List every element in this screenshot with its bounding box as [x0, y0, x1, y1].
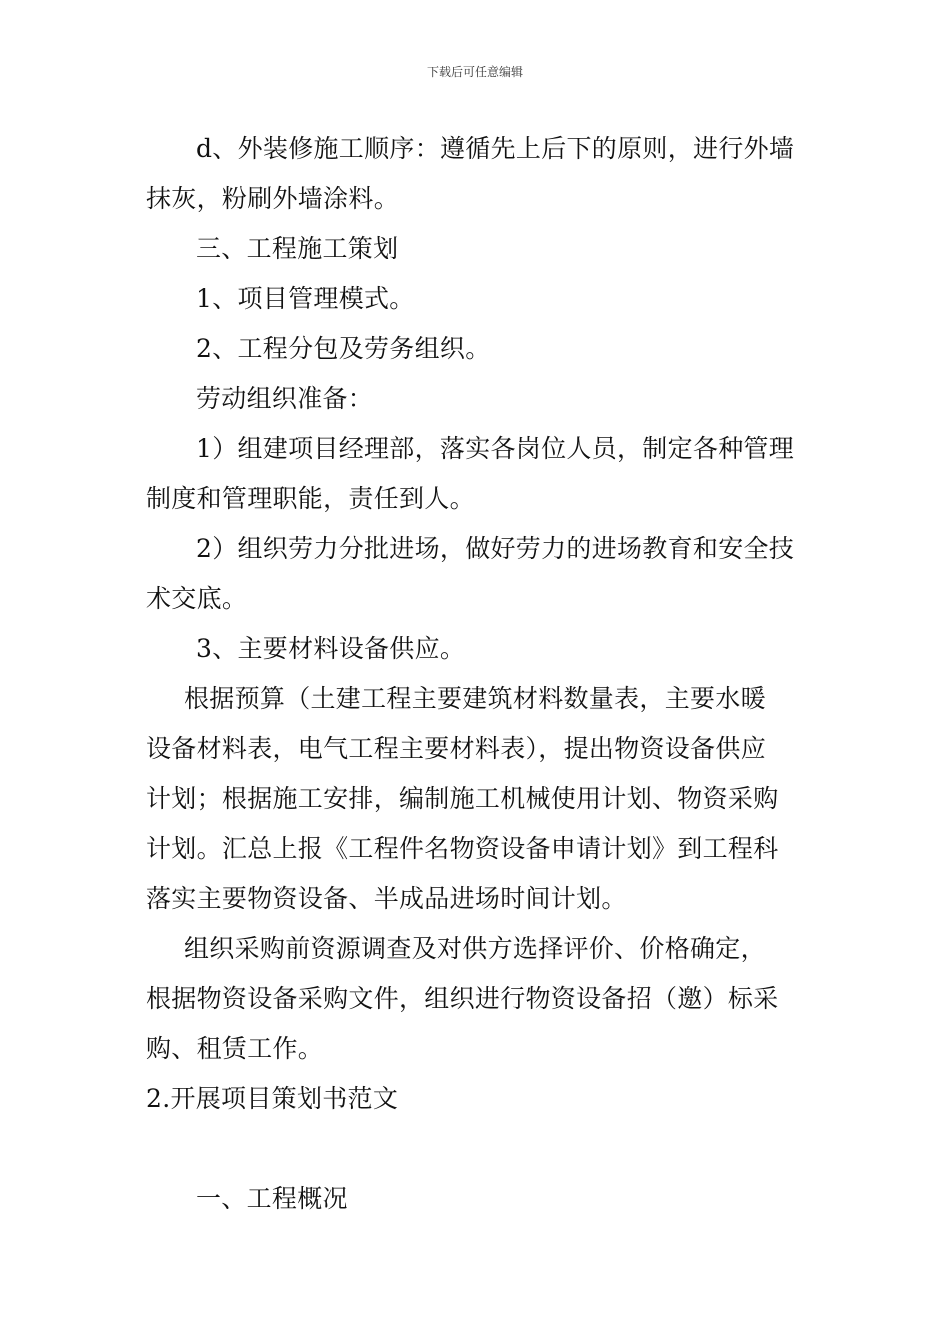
paragraph-line: d、外装修施工顺序：遵循先上后下的原则，进行外墙 — [196, 134, 795, 163]
paragraph-line: 设备材料表，电气工程主要材料表），提出物资设备供应 — [146, 734, 767, 763]
article-title: 2.开展项目策划书范文 — [146, 1084, 399, 1113]
paragraph-line: 根据预算（土建工程主要建筑材料数量表，主要水暖 — [184, 684, 766, 713]
section-heading: 一、工程概况 — [196, 1184, 348, 1213]
paragraph-line: 2）组织劳力分批进场，做好劳力的进场教育和安全技 — [196, 534, 795, 563]
section-heading: 三、工程施工策划 — [196, 234, 399, 263]
paragraph-line: 1、项目管理模式。 — [196, 284, 415, 313]
paragraph-line: 计划；根据施工安排，编制施工机械使用计划、物资采购 — [146, 784, 779, 813]
paragraph-line: 1）组建项目经理部，落实各岗位人员，制定各种管理 — [196, 434, 795, 463]
paragraph-line: 组织采购前资源调查及对供方选择评价、价格确定， — [184, 934, 766, 963]
document-body — [146, 124, 808, 1224]
paragraph-line: 3、主要材料设备供应。 — [196, 634, 466, 663]
paragraph-line: 制度和管理职能，责任到人。 — [146, 484, 475, 513]
paragraph-line: 2、工程分包及劳务组织。 — [196, 334, 491, 363]
page-header: 下载后可任意编辑 — [426, 65, 523, 79]
paragraph-line: 抹灰，粉刷外墙涂料。 — [146, 184, 400, 213]
blank-line — [146, 1124, 808, 1174]
paragraph-line: 根据物资设备采购文件，组织进行物资设备招（邀）标采 — [146, 984, 779, 1013]
paragraph-line: 劳动组织准备： — [196, 384, 374, 413]
paragraph-line: 落实主要物资设备、半成品进场时间计划。 — [146, 884, 627, 913]
paragraph-line: 术交底。 — [146, 584, 248, 613]
paragraph-line: 购、租赁工作。 — [146, 1034, 324, 1063]
paragraph-line: 计划。汇总上报《工程件名物资设备申请计划》到工程科 — [146, 834, 779, 863]
